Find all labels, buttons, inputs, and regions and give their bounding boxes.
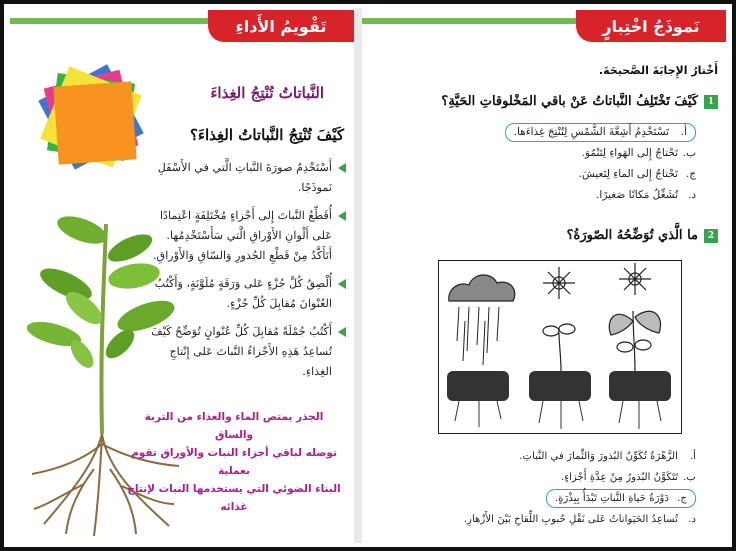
step-item: أُلْصِقُ كُلَّ جُزْءٍ عَلى وَرَقَةٍ مُلَوَّنَةٍ، وَأَكْتُبُ العُنْوانَ مُقابِلَ كُلِّ جُزْءٍ.	[146, 274, 346, 314]
young-plant-icon	[609, 311, 660, 371]
green-triangle-bullet-icon	[338, 327, 346, 337]
section-title: النَّباتاتُ تُنْتِجُ الغِذاءَ	[210, 84, 324, 102]
left-header-band	[10, 18, 210, 24]
answer-note: الجذر يمتص الماء والغذاء من التربة والساق توصله لباقي أجزاء النبات والأوراق تقوم بعملية البناء الضوئي التي يستخدمها النبات لإنتاج غذائه	[127, 411, 341, 513]
question-number-badge: 2	[704, 229, 718, 243]
green-triangle-bullet-icon	[338, 279, 346, 289]
step-item: أَسْتَخْدِمُ صورَةَ النَّباتِ الَّتي في الأَسْفَلِ نَموذَجًا.	[146, 158, 346, 198]
selected-answer-circle: أ.تَسْتَخْدِمُ أَشِعَّةَ الشَّمْسِ لِتُنْتِجَ غِذاءَها.	[505, 123, 696, 142]
question-1-options	[396, 122, 696, 206]
question-heading: كَيْفَ تُنْتِجُ النَّباتاتُ الغِذاءَ؟	[189, 126, 344, 144]
option-item[interactable]: ج.تَحْتاجُ إِلى الماءِ لِتَعيشَ.	[578, 168, 696, 180]
option-item[interactable]: ب.تَحْتاجُ إِلى الهَواءِ لِتَنْمُوَ.	[581, 147, 696, 159]
sprout-icon	[543, 324, 575, 371]
sun-icon	[619, 263, 651, 295]
green-triangle-bullet-icon	[338, 211, 346, 221]
left-page	[10, 8, 354, 543]
plant-growth-diagram	[438, 260, 682, 434]
right-header-band	[362, 18, 576, 24]
colored-papers-image	[38, 64, 148, 174]
option-item[interactable]	[376, 488, 696, 509]
green-triangle-bullet-icon	[338, 163, 346, 173]
option-item[interactable]	[396, 122, 696, 143]
step-item: أُقَطِّعُ النَّباتَ إِلى أَجْزاءٍ مُخْتَلِفَةٍ اعْتِمادًا عَلى أَلْوانِ الأَوْراقِ الَّتي سَأَسْتَخْدِمُها. أَتَأَكَّدُ مِنْ قَطْعِ الجُذورِ وَالسّاقِ وَالأَوْراقِ.	[146, 206, 346, 266]
soil-icon	[447, 371, 671, 401]
left-header-title: تَقْويمُ الأَداءِ	[208, 10, 354, 42]
instruction-text: أَخْتارُ الإِجابَةَ الصَّحيحَةَ.	[598, 64, 718, 77]
sun-icon	[543, 267, 575, 299]
question-number-badge: 1	[704, 95, 718, 109]
option-item[interactable]: د.تُشَغِّلُ مَكانًا صَغيرًا.	[596, 189, 696, 201]
rain-cloud-icon	[449, 275, 515, 365]
option-item[interactable]: ب.تَتَكَوَّنُ البُذورُ مِنْ عِدَّةِ أَجْزاءٍ.	[560, 472, 696, 483]
right-header-title: نَموذَجُ اخْتِبارٍ	[576, 10, 726, 42]
selected-answer-circle: ج.دَوْرَةُ حَياةِ النَّباتِ تَبْدَأُ بِبِذْرَةٍ.	[546, 489, 696, 508]
step-item: أَكْتُبُ جُمْلَةً مُقابِلَ كُلِّ عُنْوانٍ تُوَضِّحُ كَيْفَ تُساعِدُ هَذِهِ الأَجْزاءُ النَّباتَ عَلى إِنْتاجِ الغِذاءِ.	[146, 322, 346, 382]
option-item[interactable]: د.تُساعِدُ الحَيَواناتُ عَلى نَقْلِ حُبوبِ اللِّقاحِ بَيْنَ الأَزْهارِ.	[463, 514, 696, 525]
right-page	[362, 8, 726, 543]
paper-orange	[53, 81, 136, 164]
question-2: 2ما الَّذي تُوَضِّحُهُ الصّورَةُ؟	[567, 228, 718, 243]
question-1: 1كَيْفَ تَخْتَلِفُ النَّباتاتُ عَنْ باقي المَخْلوقاتِ الحَيَّةِ؟	[441, 94, 718, 109]
page-gutter	[354, 8, 362, 543]
option-item[interactable]: أ.الزَّهْرَةُ تُكَوِّنُ البُذورَ وَالثِّمارَ في النَّباتِ.	[519, 451, 696, 462]
question-2-options	[376, 446, 696, 530]
